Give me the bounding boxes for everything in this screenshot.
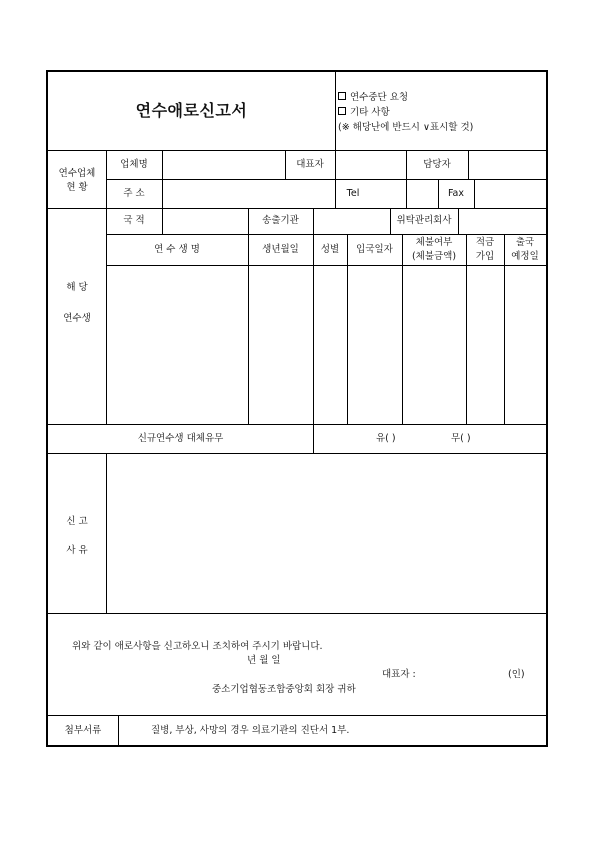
declaration-rep-sign: 대표자 : (382, 669, 416, 680)
reason-label: 사 유 (66, 545, 88, 556)
col-gender: 성별 (320, 244, 340, 255)
nationality-label: 국 적 (123, 215, 145, 226)
row-divider (48, 424, 546, 425)
replacement-yes[interactable]: 유( ) (376, 433, 396, 444)
col-overdue: (체불금액) (411, 251, 457, 262)
col-trainee-name: 연 수 생 명 (154, 244, 200, 255)
tel-label: Tel (346, 188, 360, 199)
col-entry-date: 입국일자 (356, 244, 393, 255)
company-name-label: 업체명 (120, 159, 148, 170)
col-saving: 적금 (475, 237, 495, 248)
checkbox-icon[interactable] (338, 107, 346, 115)
declaration-seal: (인) (508, 669, 525, 680)
col-divider (118, 715, 119, 745)
option-label: 기타 사항 (350, 107, 390, 118)
col-saving: 가입 (475, 251, 495, 262)
col-overdue: 체불여부 (415, 237, 453, 248)
declaration-date: 년 월 일 (247, 655, 281, 666)
col-divider (474, 179, 475, 208)
row-divider (48, 208, 546, 209)
declaration-recipient: 중소기업협동조합중앙회 회장 귀하 (212, 684, 356, 695)
trainee-section-label: 해 당 (66, 282, 88, 293)
declaration-statement: 위와 같이 애로사항을 신고하오니 조치하여 주시기 바랍니다. (72, 641, 323, 652)
col-divider (313, 208, 314, 234)
company-section-label: 현 황 (66, 182, 88, 193)
sending-org-label: 송출기관 (262, 215, 299, 226)
fax-label: Fax (447, 188, 465, 199)
option-stop-training[interactable] (338, 92, 408, 104)
row-divider (106, 265, 546, 266)
option-other[interactable] (338, 107, 390, 119)
col-divider (162, 208, 163, 234)
row-divider (48, 150, 546, 151)
option-note: (※ 해당난에 반드시 ∨표시할 것) (338, 122, 474, 133)
row-divider (48, 453, 546, 454)
col-divider (106, 453, 107, 613)
col-birth-date: 생년월일 (262, 244, 299, 255)
representative-label: 대표자 (296, 159, 324, 170)
company-section-label: 연수업체 (58, 168, 96, 179)
checkbox-icon[interactable] (338, 92, 346, 100)
complaint-form (46, 70, 548, 747)
col-divider (406, 179, 407, 208)
consigned-company-label: 위탁관리회사 (396, 215, 452, 226)
col-departure: 예정일 (511, 251, 539, 262)
replacement-label: 신규연수생 대체유무 (137, 433, 224, 444)
col-divider (248, 234, 249, 424)
replacement-no[interactable]: 무( ) (451, 433, 471, 444)
row-divider (106, 179, 546, 180)
option-label: 연수중단 요청 (350, 92, 409, 103)
col-divider (468, 150, 469, 179)
attachment-label: 첨부서류 (64, 725, 102, 736)
col-divider (162, 150, 163, 208)
row-divider (48, 715, 546, 716)
address-label: 주 소 (123, 188, 145, 199)
form-title: 연수애로신고서 (135, 101, 248, 120)
trainee-section-label: 연수생 (63, 313, 91, 324)
attachment-content: 질병, 부상, 사망의 경우 의료기관의 진단서 1부. (151, 725, 350, 736)
col-divider (458, 208, 459, 234)
manager-label: 담당자 (423, 159, 451, 170)
row-divider (48, 613, 546, 614)
col-divider (313, 234, 314, 453)
reason-label: 신 고 (66, 516, 88, 527)
col-divider (347, 234, 348, 424)
row-divider (106, 234, 546, 235)
col-departure: 출국 (515, 237, 535, 248)
